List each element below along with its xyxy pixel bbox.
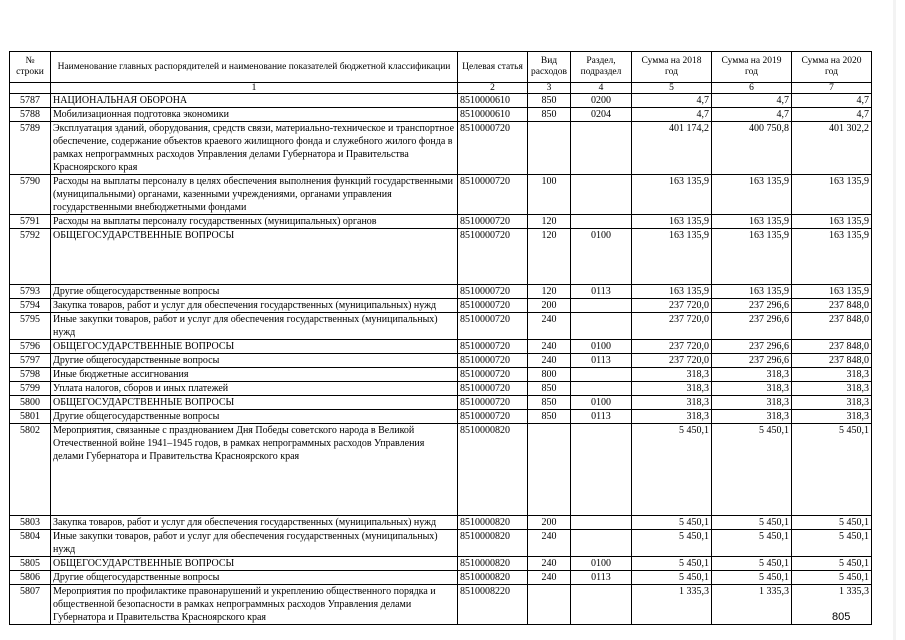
- sum-2019: 163 135,9: [712, 215, 792, 229]
- sum-2018: 5 450,1: [632, 516, 712, 530]
- header-sum-2018: Сумма на 2018 год: [632, 52, 712, 83]
- page-number: 805: [832, 611, 851, 623]
- row-number: 5804: [10, 530, 51, 557]
- expense-type: [528, 424, 571, 516]
- sum-2020: 5 450,1: [792, 557, 872, 571]
- sum-2018: 237 720,0: [632, 340, 712, 354]
- section-code: [571, 215, 632, 229]
- table-row: [10, 382, 872, 396]
- column-number: 5: [632, 83, 712, 94]
- sum-2019: 318,3: [712, 410, 792, 424]
- row-name: ОБЩЕГОСУДАРСТВЕННЫЕ ВОПРОСЫ: [51, 229, 458, 285]
- sum-2020: 5 450,1: [792, 571, 872, 585]
- column-number: 1: [51, 83, 458, 94]
- table-row: [10, 516, 872, 530]
- table-row: [10, 396, 872, 410]
- sum-2018: 318,3: [632, 396, 712, 410]
- sum-2020: 4,7: [792, 108, 872, 122]
- sum-2019: 318,3: [712, 396, 792, 410]
- section-code: [571, 368, 632, 382]
- sum-2020: 163 135,9: [792, 285, 872, 299]
- sum-2020: 5 450,1: [792, 530, 872, 557]
- expense-type: 200: [528, 299, 571, 313]
- table-row: [10, 410, 872, 424]
- page-edge: [893, 0, 896, 640]
- row-number: 5795: [10, 313, 51, 340]
- sum-2019: 318,3: [712, 382, 792, 396]
- sum-2019: 237 296,6: [712, 354, 792, 368]
- section-code: 0113: [571, 410, 632, 424]
- row-name: Другие общегосударственные вопросы: [51, 285, 458, 299]
- sum-2019: 4,7: [712, 108, 792, 122]
- target-article: 8510000610: [458, 94, 528, 108]
- sum-2019: 237 296,6: [712, 299, 792, 313]
- table-row: [10, 122, 872, 175]
- sum-2018: 401 174,2: [632, 122, 712, 175]
- sum-2018: 5 450,1: [632, 530, 712, 557]
- row-name: ОБЩЕГОСУДАРСТВЕННЫЕ ВОПРОСЫ: [51, 396, 458, 410]
- header-target-article: Целевая статья: [458, 52, 528, 83]
- target-article: 8510000720: [458, 285, 528, 299]
- row-number: 5798: [10, 368, 51, 382]
- sum-2020: 318,3: [792, 410, 872, 424]
- target-article: 8510000720: [458, 382, 528, 396]
- section-code: 0200: [571, 94, 632, 108]
- expense-type: 850: [528, 108, 571, 122]
- sum-2020: 318,3: [792, 396, 872, 410]
- sum-2019: 4,7: [712, 94, 792, 108]
- table-row: [10, 571, 872, 585]
- row-number: 5791: [10, 215, 51, 229]
- row-number: 5805: [10, 557, 51, 571]
- section-code: [571, 313, 632, 340]
- budget-table: [9, 51, 872, 625]
- header-row-number: № строки: [10, 52, 51, 83]
- table-row: [10, 340, 872, 354]
- target-article: 8510000820: [458, 516, 528, 530]
- section-code: 0113: [571, 354, 632, 368]
- target-article: 8510000720: [458, 299, 528, 313]
- row-number: 5796: [10, 340, 51, 354]
- sum-2018: 4,7: [632, 94, 712, 108]
- sum-2018: 237 720,0: [632, 354, 712, 368]
- target-article: 8510000820: [458, 530, 528, 557]
- table-row: [10, 229, 872, 285]
- sum-2019: 163 135,9: [712, 175, 792, 215]
- row-number: 5802: [10, 424, 51, 516]
- row-name: Уплата налогов, сборов и иных платежей: [51, 382, 458, 396]
- expense-type: [528, 122, 571, 175]
- sum-2018: 163 135,9: [632, 215, 712, 229]
- sum-2020: 5 450,1: [792, 424, 872, 516]
- target-article: 8510000610: [458, 108, 528, 122]
- expense-type: 240: [528, 313, 571, 340]
- target-article: 8510000720: [458, 229, 528, 285]
- row-name: Эксплуатация зданий, оборудования, средств связи, материально-техническое и транспортное обеспечение, содержание объектов краевого жилищного фонда и служебного жилого фонда в рамках непрограммных расходов Управления делами Губернатора и Правительства Красноярского края: [51, 122, 458, 175]
- expense-type: 120: [528, 215, 571, 229]
- row-number: 5806: [10, 571, 51, 585]
- row-name: ОБЩЕГОСУДАРСТВЕННЫЕ ВОПРОСЫ: [51, 340, 458, 354]
- sum-2018: 5 450,1: [632, 571, 712, 585]
- sum-2018: 163 135,9: [632, 285, 712, 299]
- sum-2020: 163 135,9: [792, 175, 872, 215]
- row-number: 5793: [10, 285, 51, 299]
- sum-2020: 318,3: [792, 368, 872, 382]
- expense-type: 850: [528, 94, 571, 108]
- expense-type: 120: [528, 229, 571, 285]
- sum-2018: 163 135,9: [632, 229, 712, 285]
- sum-2020: 4,7: [792, 94, 872, 108]
- row-number: 5799: [10, 382, 51, 396]
- sum-2018: 1 335,3: [632, 585, 712, 625]
- row-number: 5803: [10, 516, 51, 530]
- row-number: 5797: [10, 354, 51, 368]
- section-code: 0100: [571, 340, 632, 354]
- row-number: 5800: [10, 396, 51, 410]
- section-code: 0113: [571, 571, 632, 585]
- column-number: 6: [712, 83, 792, 94]
- row-name: Другие общегосударственные вопросы: [51, 410, 458, 424]
- sum-2020: 1 335,3: [792, 585, 872, 625]
- header-row: [10, 52, 872, 83]
- expense-type: 240: [528, 530, 571, 557]
- table-row: [10, 368, 872, 382]
- table-row: [10, 557, 872, 571]
- target-article: 8510000720: [458, 396, 528, 410]
- row-name: Закупка товаров, работ и услуг для обеспечения государственных (муниципальных) нужд: [51, 516, 458, 530]
- sum-2019: 5 450,1: [712, 516, 792, 530]
- target-article: 8510000820: [458, 571, 528, 585]
- table-row: [10, 530, 872, 557]
- column-number: [10, 83, 51, 94]
- expense-type: 240: [528, 340, 571, 354]
- expense-type: 240: [528, 557, 571, 571]
- row-name: Мероприятия по профилактике правонарушений и укреплению общественного порядка и общественной безопасности в рамках непрограммных расходов Управления делами Губернатора и Правительства Красноярского края: [51, 585, 458, 625]
- target-article: 8510000720: [458, 313, 528, 340]
- sum-2019: 5 450,1: [712, 424, 792, 516]
- expense-type: 850: [528, 396, 571, 410]
- sum-2018: 318,3: [632, 382, 712, 396]
- expense-type: 200: [528, 516, 571, 530]
- section-code: 0100: [571, 396, 632, 410]
- target-article: 8510000720: [458, 340, 528, 354]
- row-name: Другие общегосударственные вопросы: [51, 354, 458, 368]
- header-name: Наименование главных распорядителей и наименование показателей бюджетной классификации: [51, 52, 458, 83]
- section-code: [571, 382, 632, 396]
- row-name: НАЦИОНАЛЬНАЯ ОБОРОНА: [51, 94, 458, 108]
- target-article: 8510000820: [458, 557, 528, 571]
- sum-2020: 237 848,0: [792, 340, 872, 354]
- sum-2018: 318,3: [632, 410, 712, 424]
- sum-2019: 1 335,3: [712, 585, 792, 625]
- row-name: Иные закупки товаров, работ и услуг для обеспечения государственных (муниципальных) нужд: [51, 530, 458, 557]
- target-article: 8510000720: [458, 215, 528, 229]
- column-number: 2: [458, 83, 528, 94]
- sum-2020: 237 848,0: [792, 313, 872, 340]
- section-code: [571, 516, 632, 530]
- sum-2019: 5 450,1: [712, 530, 792, 557]
- expense-type: 120: [528, 285, 571, 299]
- sum-2018: 5 450,1: [632, 557, 712, 571]
- table-row: [10, 424, 872, 516]
- section-code: [571, 299, 632, 313]
- sum-2020: 401 302,2: [792, 122, 872, 175]
- section-code: [571, 175, 632, 215]
- sum-2019: 5 450,1: [712, 571, 792, 585]
- expense-type: 240: [528, 571, 571, 585]
- table-row: [10, 108, 872, 122]
- sum-2020: 318,3: [792, 382, 872, 396]
- header-expense-type: Вид расходов: [528, 52, 571, 83]
- row-name: Закупка товаров, работ и услуг для обеспечения государственных (муниципальных) нужд: [51, 299, 458, 313]
- header-sum-2020: Сумма на 2020 год: [792, 52, 872, 83]
- row-number: 5790: [10, 175, 51, 215]
- sum-2020: 237 848,0: [792, 354, 872, 368]
- section-code: 0100: [571, 229, 632, 285]
- sum-2019: 5 450,1: [712, 557, 792, 571]
- expense-type: 240: [528, 354, 571, 368]
- row-number: 5789: [10, 122, 51, 175]
- row-name: Мероприятия, связанные с празднованием Дня Победы советского народа в Великой Отечественной войне 1941–1945 годов, в рамках непрограммных расходов Управления делами Губернатора и Правительства Красноярского края: [51, 424, 458, 516]
- sum-2019: 400 750,8: [712, 122, 792, 175]
- column-number: 7: [792, 83, 872, 94]
- table-row: [10, 285, 872, 299]
- table-body: [10, 94, 872, 625]
- section-code: [571, 530, 632, 557]
- row-number: 5787: [10, 94, 51, 108]
- row-name: Расходы на выплаты персоналу в целях обеспечения выполнения функций государственными (муниципальными) органами, казенными учреждениями, органами управления государственными внебюджетными фондами: [51, 175, 458, 215]
- row-name: Мобилизационная подготовка экономики: [51, 108, 458, 122]
- sum-2019: 318,3: [712, 368, 792, 382]
- target-article: 8510008220: [458, 585, 528, 625]
- expense-type: 850: [528, 382, 571, 396]
- table-row: [10, 585, 872, 625]
- row-number: 5794: [10, 299, 51, 313]
- table-row: [10, 94, 872, 108]
- table-row: [10, 215, 872, 229]
- target-article: 8510000720: [458, 410, 528, 424]
- sum-2019: 237 296,6: [712, 340, 792, 354]
- sum-2020: 5 450,1: [792, 516, 872, 530]
- sum-2019: 163 135,9: [712, 229, 792, 285]
- section-code: 0100: [571, 557, 632, 571]
- row-number: 5788: [10, 108, 51, 122]
- row-number: 5807: [10, 585, 51, 625]
- column-number-row: [10, 83, 872, 94]
- target-article: 8510000820: [458, 424, 528, 516]
- column-number: 4: [571, 83, 632, 94]
- target-article: 8510000720: [458, 368, 528, 382]
- header-sum-2019: Сумма на 2019 год: [712, 52, 792, 83]
- sum-2020: 237 848,0: [792, 299, 872, 313]
- row-name: Расходы на выплаты персоналу государственных (муниципальных) органов: [51, 215, 458, 229]
- sum-2018: 237 720,0: [632, 313, 712, 340]
- column-number: 3: [528, 83, 571, 94]
- header-section: Раздел, подраздел: [571, 52, 632, 83]
- table-row: [10, 299, 872, 313]
- table-row: [10, 175, 872, 215]
- section-code: [571, 122, 632, 175]
- target-article: 8510000720: [458, 354, 528, 368]
- target-article: 8510000720: [458, 175, 528, 215]
- section-code: [571, 424, 632, 516]
- row-name: Другие общегосударственные вопросы: [51, 571, 458, 585]
- expense-type: 850: [528, 410, 571, 424]
- row-name: ОБЩЕГОСУДАРСТВЕННЫЕ ВОПРОСЫ: [51, 557, 458, 571]
- table-row: [10, 354, 872, 368]
- sum-2018: 5 450,1: [632, 424, 712, 516]
- sum-2019: 163 135,9: [712, 285, 792, 299]
- row-number: 5801: [10, 410, 51, 424]
- row-name: Иные закупки товаров, работ и услуг для обеспечения государственных (муниципальных) нужд: [51, 313, 458, 340]
- expense-type: 100: [528, 175, 571, 215]
- expense-type: [528, 585, 571, 625]
- section-code: 0113: [571, 285, 632, 299]
- sum-2020: 163 135,9: [792, 215, 872, 229]
- sum-2018: 163 135,9: [632, 175, 712, 215]
- sum-2018: 318,3: [632, 368, 712, 382]
- sum-2018: 237 720,0: [632, 299, 712, 313]
- section-code: 0204: [571, 108, 632, 122]
- table-row: [10, 313, 872, 340]
- sum-2018: 4,7: [632, 108, 712, 122]
- sum-2020: 163 135,9: [792, 229, 872, 285]
- sum-2019: 237 296,6: [712, 313, 792, 340]
- section-code: [571, 585, 632, 625]
- target-article: 8510000720: [458, 122, 528, 175]
- row-name: Иные бюджетные ассигнования: [51, 368, 458, 382]
- expense-type: 800: [528, 368, 571, 382]
- row-number: 5792: [10, 229, 51, 285]
